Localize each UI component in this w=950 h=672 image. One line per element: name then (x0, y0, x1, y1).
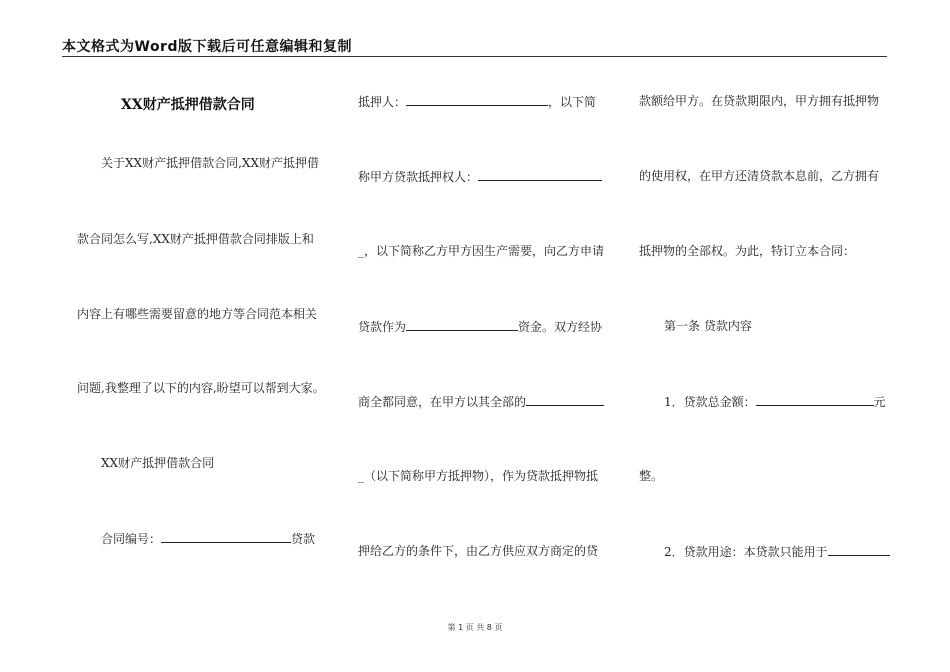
contract-number-line (101, 531, 315, 546)
loan-usage-label: 2．贷款用途：本贷款只能用于 (664, 545, 828, 559)
paragraph-line: 问题,我整理了以下的内容,盼望可以帮到大家。 (77, 381, 325, 395)
collateral-line (358, 394, 604, 409)
mortgagor-label: 抵押人： (358, 95, 407, 109)
paragraph-line: _（以下简称甲方抵押物），作为贷款抵押物抵 (358, 469, 599, 483)
loan-usage-blank (828, 544, 890, 556)
mortgagee-blank (478, 169, 602, 181)
loan-amount-blank (756, 394, 874, 406)
text-fragment: 贷款 (291, 532, 316, 546)
paragraph-line: 款额给甲方。在贷款期限内，甲方拥有抵押物 (639, 94, 880, 108)
paragraph-line: 押给乙方的条件下，由乙方供应双方商定的贷 (358, 544, 599, 558)
loan-amount-label: 1．贷款总金额： (664, 395, 756, 409)
loan-funds-blank (406, 319, 518, 331)
paragraph-line: 整。 (639, 469, 664, 483)
paragraph-line: 的使用权，在甲方还清贷款本息前，乙方拥有 (639, 169, 880, 183)
text-fragment: ，以下简 (548, 95, 597, 109)
paragraph-line: 款合同怎么写,XX财产抵押借款合同排版上和 (77, 232, 314, 246)
contract-number-blank (161, 531, 291, 543)
paragraph-line: 内容上有哪些需要留意的地方等合同范本相关 (77, 307, 318, 321)
contract-number-label: 合同编号： (101, 532, 162, 546)
text-fragment: 元 (873, 395, 886, 409)
collateral-blank (526, 394, 604, 406)
mortgagor-blank (406, 94, 548, 106)
mortgagee-label: 称甲方贷款抵押权人： (358, 170, 479, 184)
paragraph-line: 关于XX财产抵押借款合同,XX财产抵押借 (101, 156, 319, 170)
header-divider (62, 56, 887, 57)
article-heading: 第一条 贷款内容 (664, 319, 752, 333)
text-fragment: 资金。双方经协 (518, 320, 603, 334)
paragraph-line: _，以下简称乙方甲方因生产需要，向乙方申请 (358, 244, 605, 258)
mortgagor-line (358, 94, 596, 109)
paragraph-line: 抵押物的全部权。为此，特订立本合同： (639, 244, 856, 258)
document-header: 本文格式为Word版下载后可任意编辑和复制 (62, 39, 352, 55)
loan-amount-line (664, 394, 886, 409)
section-heading: XX财产抵押借款合同 (101, 456, 215, 470)
text-fragment: 贷款作为 (358, 320, 407, 334)
text-fragment: 商全都同意，在甲方以其全部的 (358, 395, 527, 409)
mortgagee-line (358, 169, 602, 184)
loan-usage-line (664, 544, 890, 559)
page-number: 第 1 页 共 8 页 (447, 623, 503, 632)
contract-title: XX财产抵押借款合同 (121, 97, 255, 113)
loan-purpose-line (358, 319, 602, 334)
